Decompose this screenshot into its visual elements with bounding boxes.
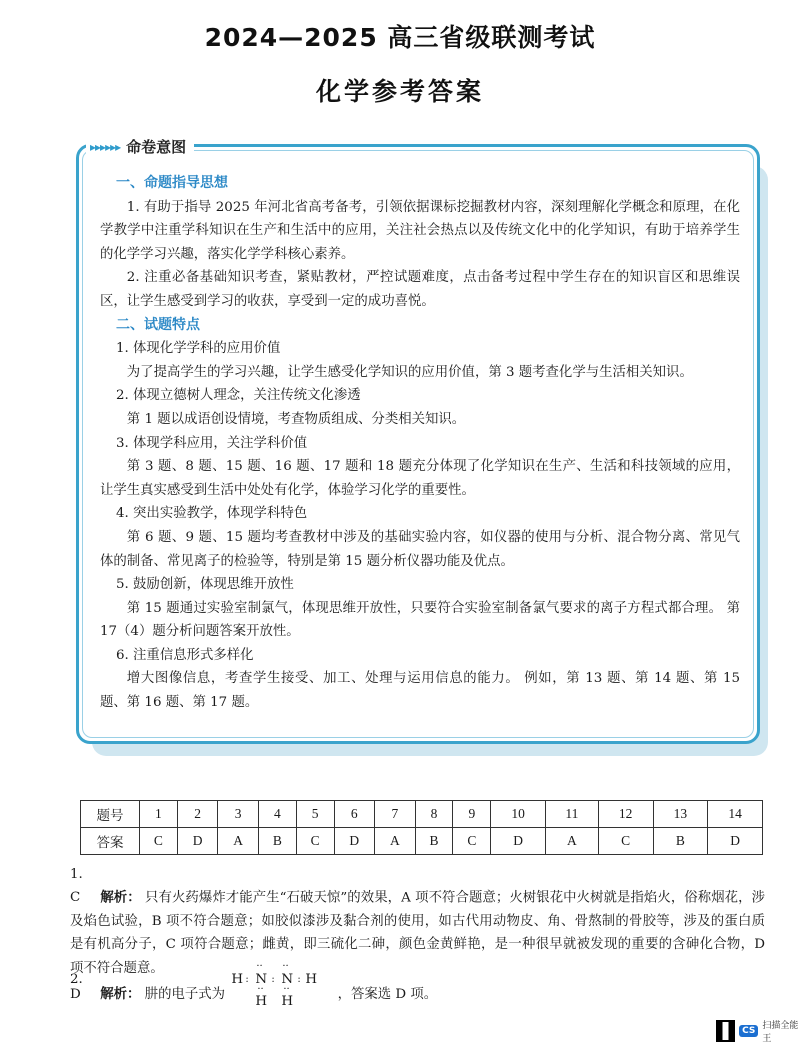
feature-title: 6. 注重信息形式多样化 <box>116 647 254 663</box>
feature-text: 第 3 题、8 题、15 题、16 题、17 题和 18 题充分体现了化学知识在生产、生活和科技领域的应用，让学生真实感受到生活中处处有化学，体验学习化学的重要性。 <box>100 459 740 498</box>
table-cell: 12 <box>598 801 653 828</box>
qr-code-icon <box>716 1020 735 1042</box>
table-cell: D <box>491 828 546 855</box>
answer-table <box>80 800 763 855</box>
table-cell: A <box>375 828 416 855</box>
table-cell: 7 <box>375 801 416 828</box>
table-cell: D <box>334 828 375 855</box>
table-cell: A <box>545 828 598 855</box>
feature-title: 4. 突出实验教学，体现学科特色 <box>116 506 308 522</box>
table-cell: 1 <box>140 801 178 828</box>
explanation-1 <box>70 863 765 980</box>
table-cell: 14 <box>708 801 763 828</box>
feature-text: 第 1 题以成语创设情境，考查物质组成、分类相关知识。 <box>126 411 466 427</box>
page-subtitle: 化学参考答案 <box>315 77 484 106</box>
table-cell: C <box>453 828 491 855</box>
hydrazine-lewis-structure <box>229 961 333 1012</box>
feature-text: 第 6 题、9 题、15 题均考查教材中涉及的基础实验内容，如仪器的使用与分析、混合物分离、常见气体的制备、常见离子的检验等，特别是第 15 题分析仪器功能及优点。 <box>100 529 740 569</box>
analysis-label: 解析： <box>100 889 141 906</box>
table-cell: 13 <box>653 801 708 828</box>
table-cell: D <box>177 828 218 855</box>
table-row <box>81 801 763 828</box>
table-cell: 11 <box>545 801 598 828</box>
table-cell: 4 <box>258 801 296 828</box>
feature-text: 第 15 题通过实验室制氯气，体现思维开放性，只要符合实验室制备氯气要求的离子方程式都合理。 第 17（4）题分析问题答案开放性。 <box>100 600 740 640</box>
analysis-label: 解析： <box>100 986 141 1002</box>
explanation-text: 肼的电子式为 <box>144 987 226 1002</box>
electron-dots: ·· <box>282 961 289 972</box>
table-cell: 8 <box>415 801 453 828</box>
feature-text: 增大图像信息，考查学生接受、加工、处理与运用信息的能力。 例如，第 13 题、第 14 题、第 15 题、第 16 题、第 17 题。 <box>100 671 740 711</box>
electron-dots: ·· <box>283 984 290 995</box>
feature-title: 1. 体现化学学科的应用价值 <box>116 341 281 357</box>
table-cell: 5 <box>296 801 334 828</box>
table-cell: 10 <box>491 801 546 828</box>
section-heading: 一、命题指导思想 <box>116 175 228 191</box>
feature-title: 5. 鼓励创新，体现思维开放性 <box>116 577 294 593</box>
question-number: 2. D <box>70 972 83 1002</box>
table-header-cell: 题号 <box>81 801 140 828</box>
question-number: 1. C <box>70 867 83 906</box>
electron-dots: ·· <box>257 984 264 995</box>
explanation-text: 只有火药爆炸才能产生“石破天惊”的效果，A 项不符合题意；火树银花中火树就是指焰火，俗称烟花，涉及焰色试验，B 项不符合题意；如胶似漆涉及黏合剂的使用，如古代用动物皮、角、骨熬制的骨胶等，涉及的蛋白质是有机高分子，C 项符合题意；雌黄，即三硫化二砷，颜色金黄鲜艳，是一种很早就被发现的重要的含砷化合物，D 项不符合题意。 <box>70 890 765 976</box>
atom-label: H <box>281 994 293 1009</box>
panel-header <box>86 136 194 157</box>
atom-label: N <box>255 972 268 987</box>
paragraph: 1. 有助于指导 2025 年河北省高考备考，引领依据课标挖掘教材内容，深刻理解化学概念和原理，在化学教学中注重学科知识在生产和生活中的应用，关注社会热点以及传统文化中的化学知识，有助于培养学生的化学学习兴趣，落实化学学科核心素养。 <box>100 199 740 262</box>
arrow-decoration-icon: ▸▸▸▸▸▸ <box>90 139 121 154</box>
paragraph: 2. 注重必备基础知识考查，紧贴教材，严控试题难度，点击备考过程中学生存在的知识盲区和思维误区，让学生感受到学习的收获，享受到一定的成功喜悦。 <box>100 270 740 309</box>
section-heading: 二、试题特点 <box>116 316 200 333</box>
electron-dots: ·· <box>256 961 263 972</box>
explanation-2 <box>70 961 438 1012</box>
scanner-watermark <box>716 1018 800 1044</box>
atom-label: H <box>255 994 267 1009</box>
table-cell: B <box>415 828 453 855</box>
table-cell: 3 <box>218 801 259 828</box>
table-cell: 9 <box>453 801 491 828</box>
table-cell: D <box>708 828 763 855</box>
page-title: 2024—2025 高三省级联测考试 <box>204 23 596 52</box>
table-header-cell: 答案 <box>81 828 140 855</box>
atom-label: N <box>281 972 294 987</box>
feature-text: 为了提高学生的学习兴趣，让学生感受化学知识的应用价值，第 3 题考查化学与生活相关知识。 <box>126 364 693 380</box>
electron-dots: : <box>271 974 275 985</box>
table-row <box>81 828 763 855</box>
panel-title: 命卷意图 <box>126 138 187 156</box>
feature-title: 2. 体现立德树人理念，关注传统文化渗透 <box>116 388 361 404</box>
atom-label: H <box>305 972 317 987</box>
app-badge: CS <box>739 1025 758 1037</box>
table-cell: 6 <box>334 801 375 828</box>
table-cell: C <box>140 828 178 855</box>
table-cell: B <box>653 828 708 855</box>
feature-title: 3. 体现学科应用，关注学科价值 <box>116 435 308 451</box>
table-cell: B <box>258 828 296 855</box>
table-cell: A <box>218 828 259 855</box>
explanation-text: ，答案选 D 项。 <box>337 987 438 1002</box>
electron-dots: : <box>297 974 301 985</box>
panel-content <box>100 172 740 715</box>
table-cell: C <box>296 828 334 855</box>
table-cell: C <box>598 828 653 855</box>
app-name: 扫描全能王 <box>762 1021 799 1044</box>
electron-dots: : <box>245 974 249 985</box>
table-cell: 2 <box>177 801 218 828</box>
atom-label: H <box>231 972 243 987</box>
